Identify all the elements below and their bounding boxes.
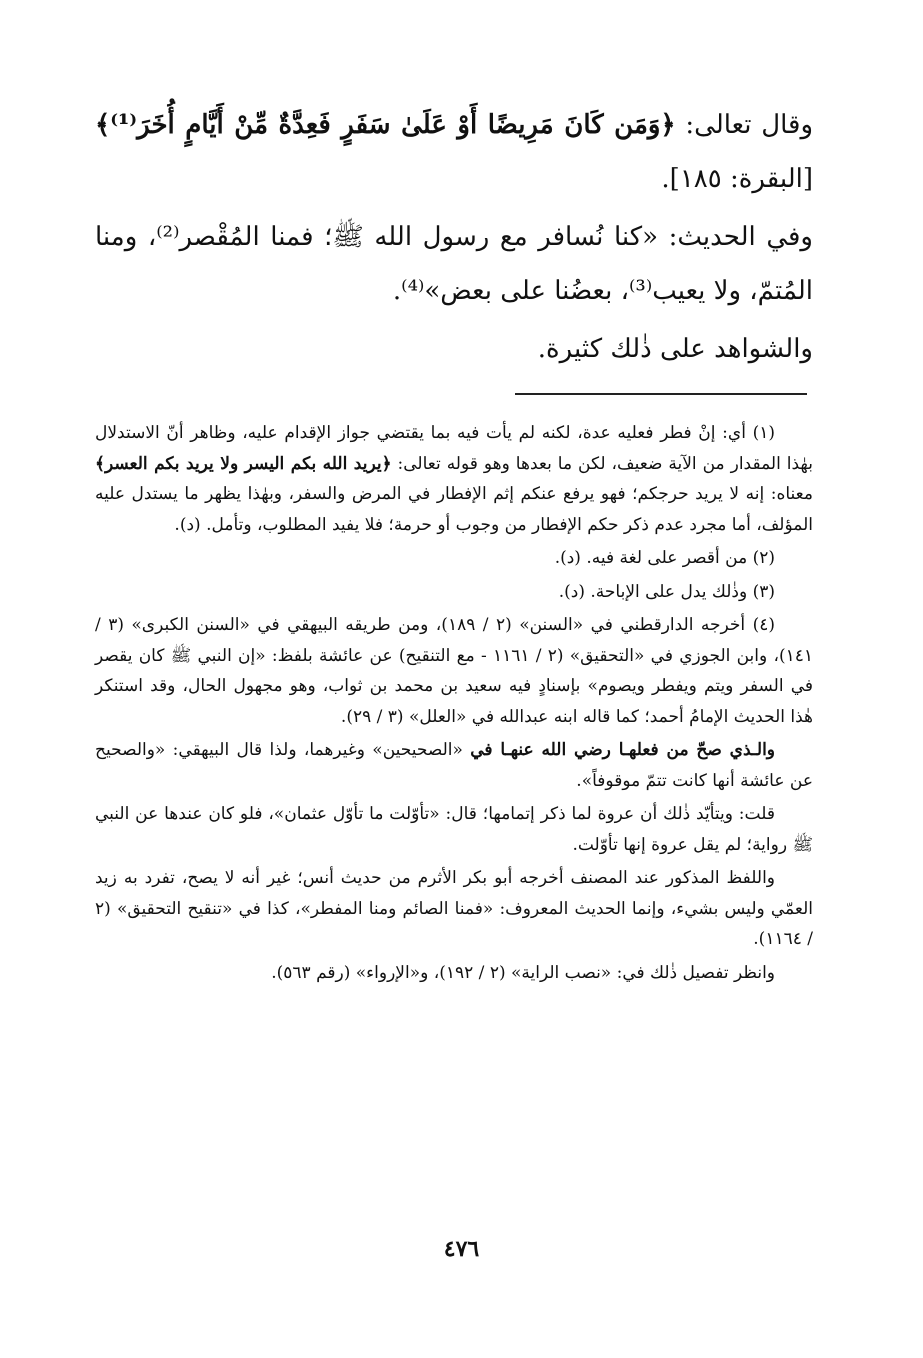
verse-intro: وقال تعالى: — [675, 110, 813, 140]
footnote-4-continued — [95, 735, 813, 796]
footnote-4: (٤) أخرجه الدارقطني في «السنن» (٢ / ١٨٩)، ومن طريقه البيهقي في «السنن الكبرى» (٣ / ١٤١)، وابن الجوزي في «التحقيق» (٢ / ١١٦١ - مع التنقيح) عن عائشة بلفظ: «إن النبي ﷺ كان يقصر في السفر ويتم ويفطر ويصوم» بإسنادٍ فيه سعيد بن محمد بن ثواب، وهو مجهول الحال، وقد استنكر هٰذا الحديث الإمامُ أحمد؛ كما قاله ابنه عبدالله في «العلل» (٣ / ٢٩). — [95, 615, 813, 727]
footnote-note: قلت: ويتأيّد ذٰلك أن عروة لما ذكر إتمامها؛ قال: «تأوّلت ما تأوّل عثمان»، فلو كان عندها عن النبي ﷺ رواية؛ لم يقل عروة إنها تأوّلت. — [95, 804, 813, 855]
hadith-paragraph: وفي الحديث: «كنا نُسافر مع رسول الله ﷺ؛ فمنا المُقْصر⁽²⁾، ومنا المُتمّ، ولا يعيب⁽³⁾، بعضُنا على بعض»⁽⁴⁾. — [95, 222, 813, 306]
quran-verse-paragraph — [95, 98, 813, 206]
footnote-1-end: معناه: إنه لا يريد حرجكم؛ فهو يرفع عنكم إثم الإفطار في المرض والسفر، وبهٰذا يظهر ما يستدل عليه المؤلف، أما مجرد عدم ذكر حكم الإفطار من وجوب أو حرمة؛ فلا يفيد المطلوب، وتأمل. (د). — [95, 484, 813, 535]
footnote-1-text: (١) أي: إنْ فطر فعليه عدة، لكنه لم يأت فيه بما يقتضي جواز الإقدام عليه، وظاهر أنّ الاستدلال بهٰذا المقدار من الآية ضعيف، لكن ما بعدها وهو قوله تعالى: — [95, 423, 813, 474]
footnote-4-bold: والـذي صحّ من فعلهـا رضي الله عنهـا في — [470, 740, 776, 760]
footnote-3: (٣) وذٰلك يدل على الإباحة. (د). — [558, 581, 775, 602]
footnote-divider — [515, 393, 807, 395]
quran-verse: ﴿وَمَن كَانَ مَرِيضًا أَوْ عَلَىٰ سَفَرٍ فَعِدَّةٌ مِّنْ أَيَّامٍ أُخَرَ⁽¹⁾﴾ — [95, 110, 676, 140]
page-number: ٤٧٦ — [443, 1236, 480, 1262]
footnote-4-continued-text: «الصحيحين» وغيرهما، ولذا قال البيهقي: «والصحيح عن عائشة أنها كانت تتمّ موقوفاً». — [95, 740, 813, 791]
footnote-see-also: وانظر تفصيل ذٰلك في: «نصب الراية» (٢ / ١٩٢)، و«الإرواء» (رقم ٥٦٣). — [271, 962, 775, 983]
footnote-1-quran: ﴿يريد الله بكم اليسر ولا يريد بكم العسر﴾ — [95, 453, 392, 474]
footnote-lafz: واللفظ المذكور عند المصنف أخرجه أبو بكر الأثرم من حديث أنس؛ غير أنه لا يصح، تفرد به زيد العمّي وليس بشيء، وإنما الحديث المعروف: «فمنا الصائم ومنا المفطر»، كذا في «تنقيح التحقيق» (٢ / ١١٦٤). — [95, 868, 813, 949]
verse-reference: [البقرة: ١٨٥]. — [661, 164, 813, 194]
footnotes — [95, 418, 813, 991]
footnote-2: (٢) من أقصر على لغة فيه. (د). — [554, 548, 775, 568]
closing-paragraph: والشواهد على ذٰلك كثيرة. — [537, 334, 813, 364]
footnote-1 — [95, 418, 813, 540]
